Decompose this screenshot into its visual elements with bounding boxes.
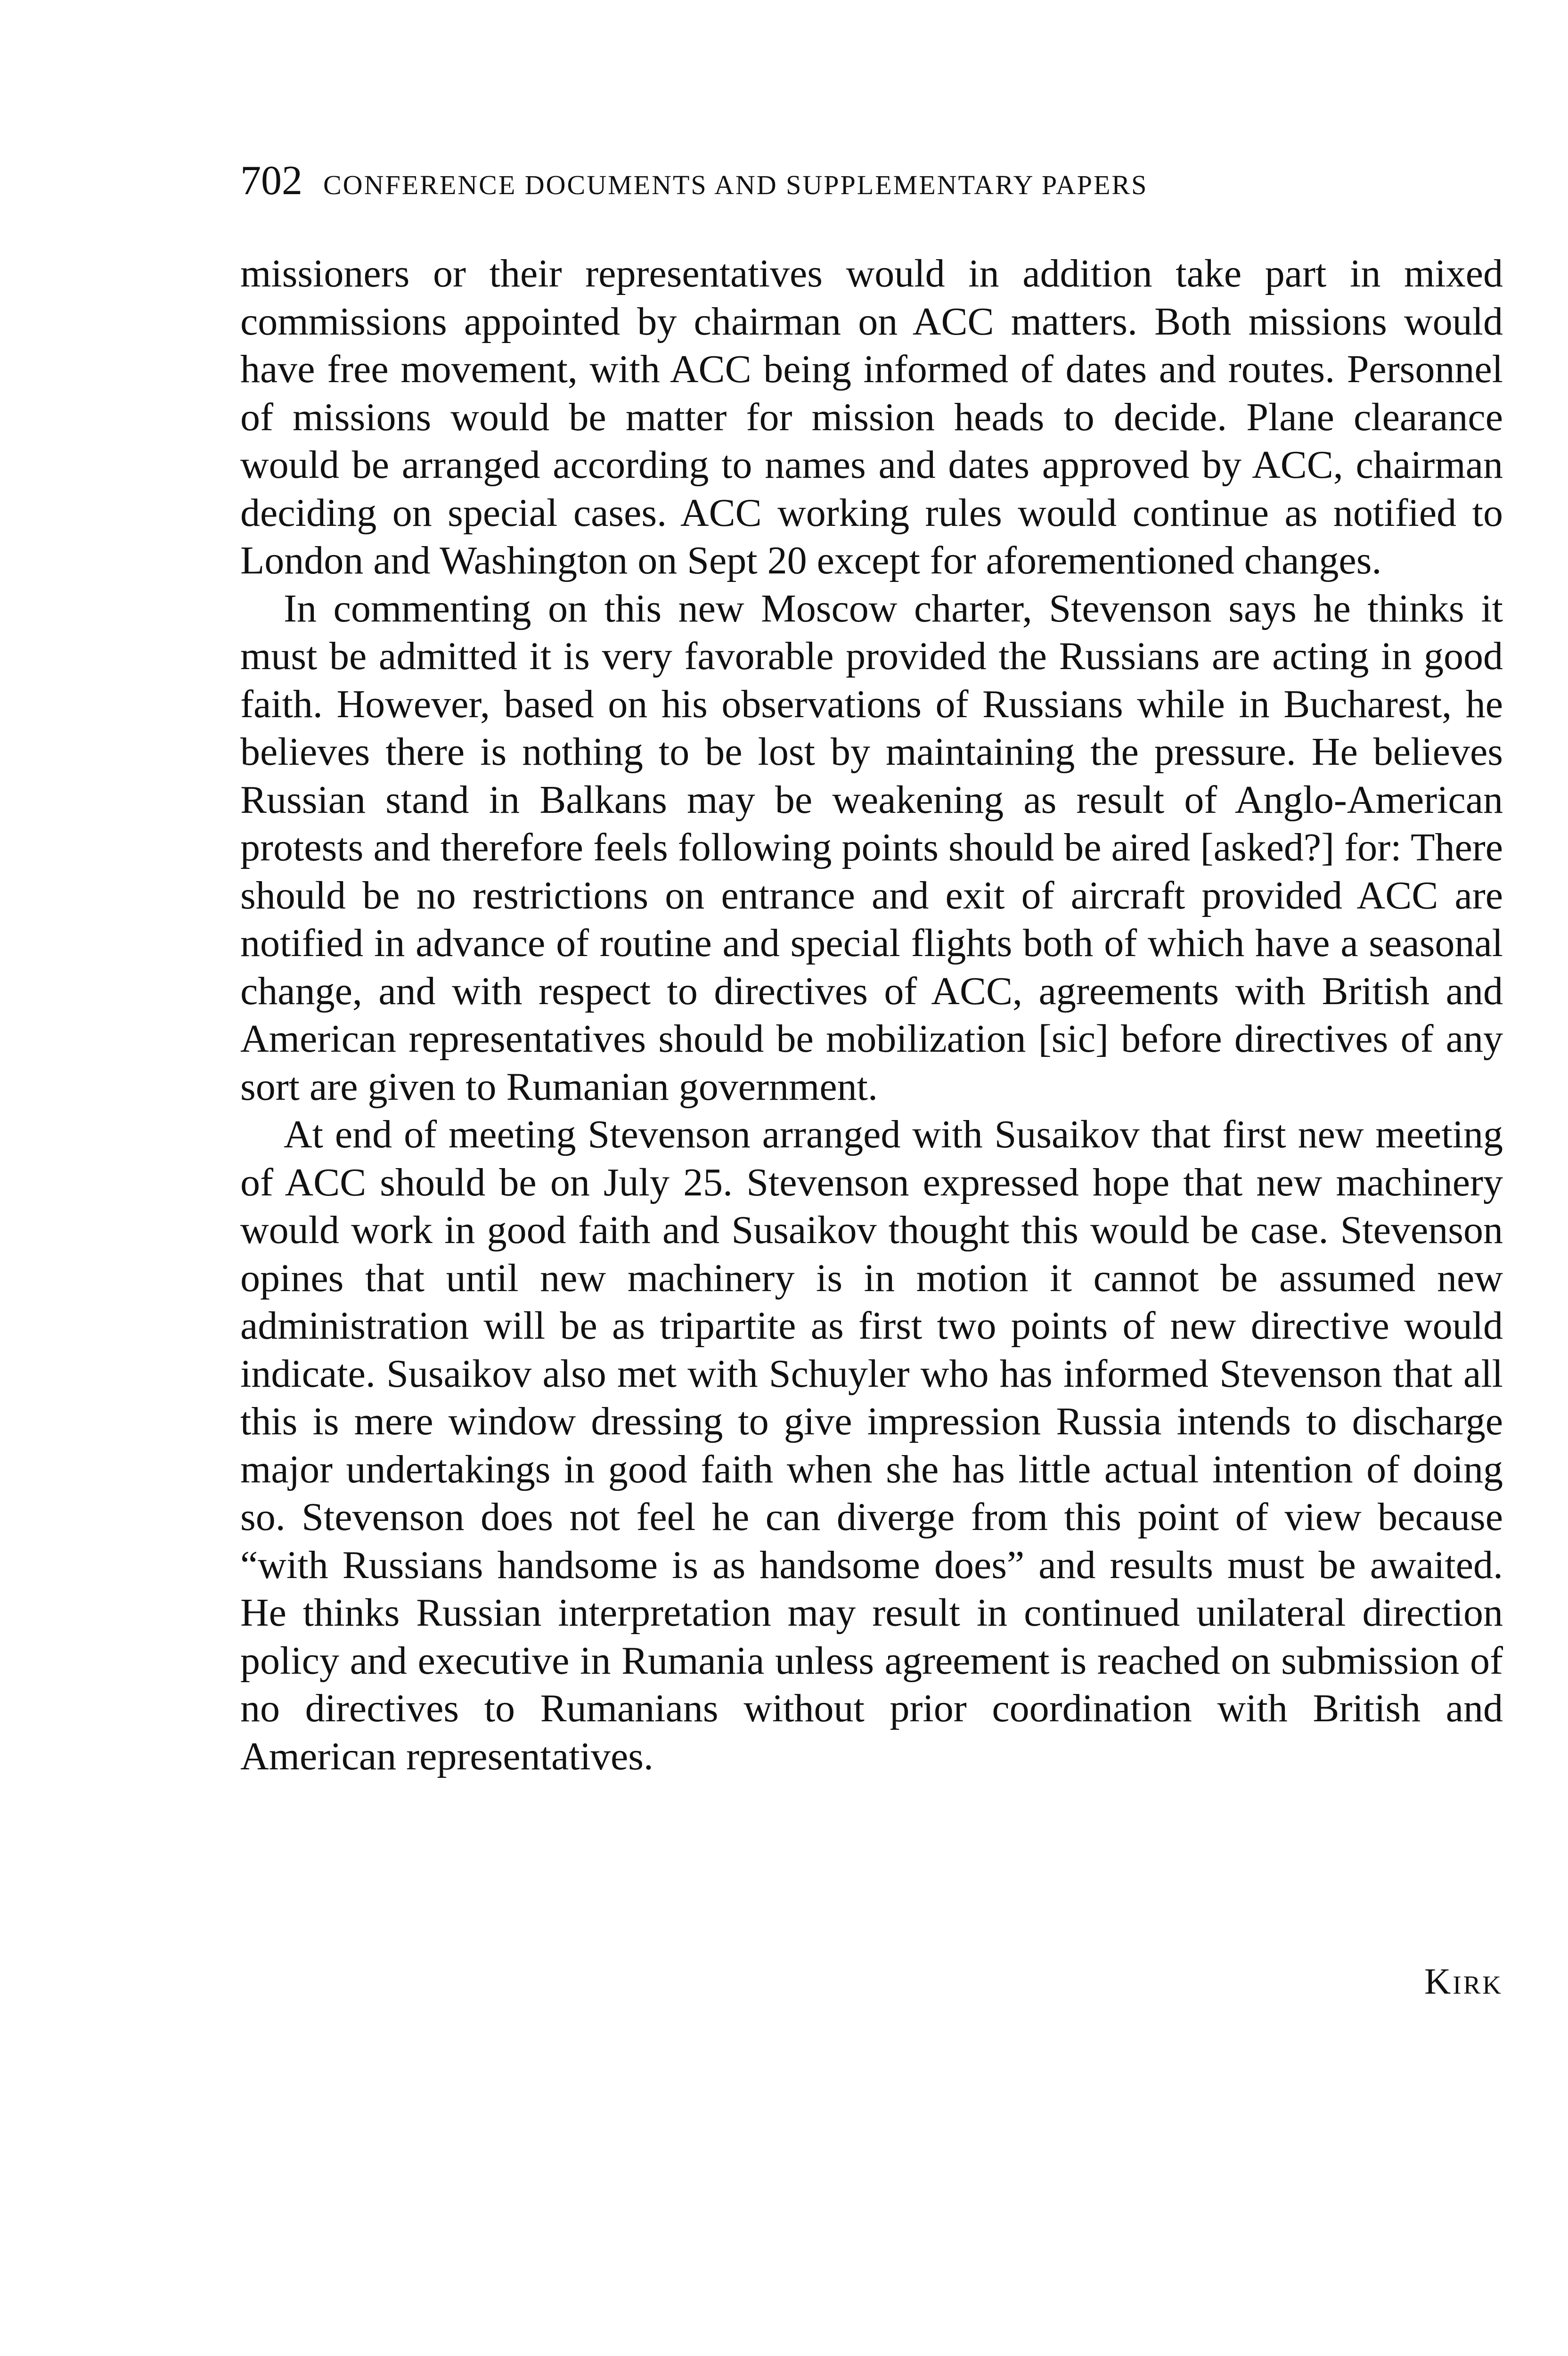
paragraph-continued: missioners or their representatives would in addition take part in mixed commissions appointed by chairman on ACC matters. Both missions would have free movement, with ACC being informed of dates and routes. Personnel of missions would be matter for mission heads to decide. Plane clearance would be arranged according to names and dates approved by ACC, chairman deciding on special cases. ACC working rules would continue as notified to London and Washington on Sept 20 except for aforementioned changes. <box>240 252 1503 582</box>
paragraph-meeting-outcome: At end of meeting Stevenson arranged with Susaikov that first new meeting of ACC should be on July 25. Stevenson expressed hope that new machinery would work in good faith and Susaikov thought this would be case. Stevenson opines that until new machinery is in motion it cannot be assumed new administration will be as tripartite as first two points of new directive would indicate. Susaikov also met with Schuyler who has informed Stevenson that all this is mere window dressing to give impression Russia intends to discharge major undertakings in good faith when she has little actual intention of doing so. Stevenson does not feel he can diverge from this point of view because “with Russians handsome is as handsome does” and results must be awaited. He thinks Russian interpretation may result in continued unilateral direction policy and executive in Rumania unless agreement is reached on submission of no directives to Rumanians without prior coordination with British and American representatives. <box>240 1113 1503 1778</box>
running-title: CONFERENCE DOCUMENTS AND SUPPLEMENTARY PAPERS <box>323 170 1148 200</box>
paragraph-stevenson-commentary: In commenting on this new Moscow charter, Stevenson says he thinks it must be admitted it is very favorable provided the Russians are acting in good faith. However, based on his observations of Russians while in Bucharest, he believes there is nothing to be lost by maintaining the pressure. He believes Russian stand in Balkans may be weakening as result of Anglo-American protests and therefore feels following points should be aired [asked?] for: There should be no restrictions on entrance and exit of aircraft provided ACC are notified in advance of routine and special flights both of which have a seasonal change, and with respect to directives of ACC, agreements with British and American representatives should be mobilization [sic] before directives of any sort are given to Rumanian government. <box>240 586 1503 1109</box>
signature: Kirk <box>1424 1961 1503 2002</box>
page-number: 702 <box>240 158 302 204</box>
body-text <box>240 250 1503 1780</box>
running-header <box>240 160 1503 202</box>
